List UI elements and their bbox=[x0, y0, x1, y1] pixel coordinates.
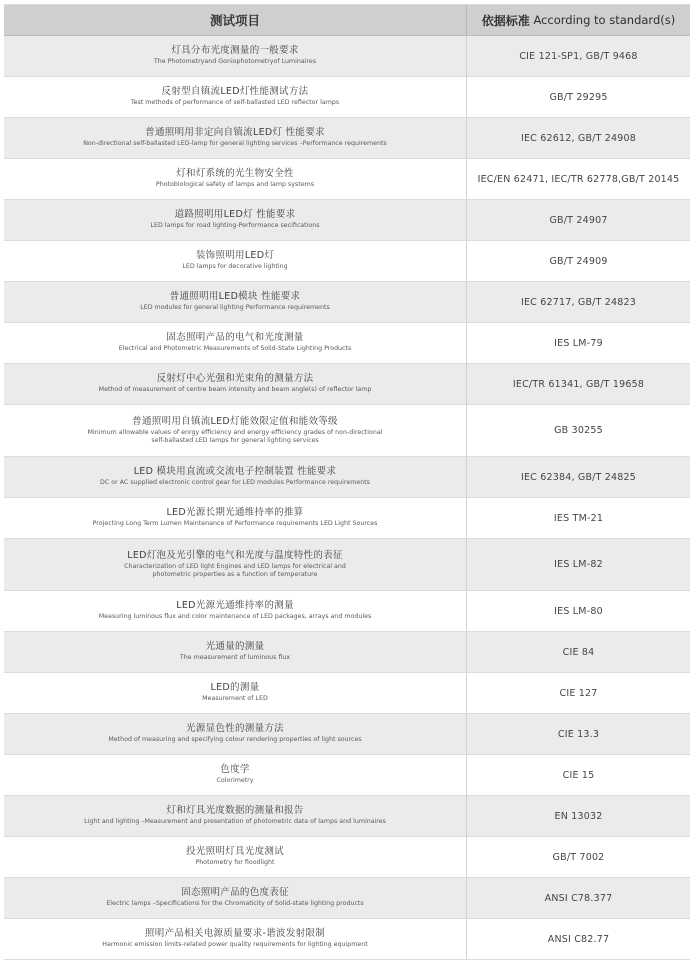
standard-cell bbox=[467, 457, 690, 497]
standard-value: CIE 121-SP1, GB/T 9468 bbox=[519, 50, 638, 62]
header-standard-cn: 依据标准 bbox=[481, 13, 530, 28]
test-item-cn: 普通照明用LED模块 性能要求 bbox=[169, 291, 301, 303]
table-header bbox=[4, 5, 690, 36]
test-item-cell bbox=[4, 673, 467, 713]
test-item-cell bbox=[4, 539, 467, 590]
table-row bbox=[4, 118, 690, 159]
standard-cell bbox=[467, 364, 690, 404]
test-item-cn: 投光照明灯具光度测试 bbox=[185, 846, 284, 858]
test-item-en: Measuring luminous flux and color maintenance of LED packages, arrays and modules bbox=[98, 613, 372, 621]
test-item-cn: 色度学 bbox=[220, 764, 250, 776]
test-item-cn: LED灯泡及光引擎的电气和光度与温度特性的表征 bbox=[127, 549, 343, 561]
standard-value: GB/T 24909 bbox=[549, 255, 608, 267]
standard-cell bbox=[467, 878, 690, 918]
test-item-en: Method of measurement of centre beam intensity and beam angle(s) of reflector lamp bbox=[98, 386, 372, 394]
standard-value: CIE 84 bbox=[562, 646, 595, 658]
standard-value: IEC 62717, GB/T 24823 bbox=[520, 296, 637, 308]
standard-cell bbox=[467, 673, 690, 713]
test-item-en: Test methods of performance of self-ballasted LED reflector lamps bbox=[130, 99, 340, 107]
test-item-en-line2: photometric properties as a function of temperature bbox=[152, 571, 318, 578]
test-item-cell bbox=[4, 36, 467, 76]
standard-cell bbox=[467, 755, 690, 795]
test-item-en: Photometry for floodlight bbox=[195, 859, 275, 867]
table-row bbox=[4, 498, 690, 539]
standard-value: CIE 127 bbox=[559, 687, 598, 699]
standard-cell bbox=[467, 714, 690, 754]
standard-value: IEC 62612, GB/T 24908 bbox=[520, 132, 637, 144]
table-row bbox=[4, 714, 690, 755]
standard-cell bbox=[467, 282, 690, 322]
test-item-cell bbox=[4, 282, 467, 322]
standard-cell bbox=[467, 591, 690, 631]
standard-value: IEC/TR 61341, GB/T 19658 bbox=[512, 378, 645, 390]
header-standard-en: According to standard(s) bbox=[533, 13, 676, 27]
standard-value: GB/T 24907 bbox=[549, 214, 608, 226]
table-row bbox=[4, 282, 690, 323]
standard-cell bbox=[467, 77, 690, 117]
standard-value: IEC/EN 62471, IEC/TR 62778,GB/T 20145 bbox=[477, 173, 680, 185]
test-item-cell bbox=[4, 77, 467, 117]
header-test-item bbox=[4, 5, 467, 35]
test-item-en: Method of measuring and specifying colour rendering properties of light sources bbox=[108, 736, 362, 744]
test-item-en-line2: self-ballasted LED lamps for general lighting services bbox=[151, 437, 319, 444]
standard-cell bbox=[467, 837, 690, 877]
standard-value: GB/T 29295 bbox=[549, 91, 608, 103]
test-item-cell bbox=[4, 591, 467, 631]
standard-value: CIE 15 bbox=[562, 769, 595, 781]
test-item-en: The Photometryand Goniophotometryof Luminaires bbox=[153, 58, 317, 66]
test-item-cn: 反射灯中心光强和光束角的测量方法 bbox=[156, 373, 314, 385]
test-item-cn: 普通照明用非定向自镇流LED灯 性能要求 bbox=[145, 127, 325, 139]
test-item-en: LED modules for general lighting Performance requirements bbox=[140, 304, 330, 312]
standard-value: ANSI C82.77 bbox=[547, 933, 610, 945]
test-item-cell bbox=[4, 714, 467, 754]
test-item-cn: 装饰照明用LED灯 bbox=[195, 250, 275, 262]
header-test-item-label: 测试项目 bbox=[209, 13, 260, 28]
table-row bbox=[4, 241, 690, 282]
test-item-cn: 照明产品相关电源质量要求-谐波发射限制 bbox=[144, 928, 326, 940]
table-row bbox=[4, 36, 690, 77]
header-standard bbox=[467, 5, 690, 35]
test-item-cn: 灯和灯系统的光生物安全性 bbox=[176, 168, 294, 180]
test-item-cn: 固态照明产品的色度表征 bbox=[181, 887, 289, 899]
standard-cell bbox=[467, 796, 690, 836]
standard-value: EN 13032 bbox=[554, 810, 603, 822]
table-row bbox=[4, 673, 690, 714]
standards-table bbox=[4, 4, 690, 960]
test-item-cn: 灯和灯具光度数据的测量和报告 bbox=[166, 805, 304, 817]
test-item-cell bbox=[4, 919, 467, 959]
test-item-en: Electrical and Photometric Measurements of Solid-State Lighting Products bbox=[118, 345, 352, 353]
test-item-cn: 固态照明产品的电气和光度测量 bbox=[166, 332, 304, 344]
standard-cell bbox=[467, 632, 690, 672]
test-item-cell bbox=[4, 118, 467, 158]
test-item-cell bbox=[4, 323, 467, 363]
test-item-en: Colorimetry bbox=[216, 777, 254, 785]
table-row bbox=[4, 200, 690, 241]
standard-value: IES LM-82 bbox=[554, 559, 603, 570]
table-row bbox=[4, 796, 690, 837]
test-item-en: DC or AC supplied electronic control gear for LED modules Performance requirements bbox=[100, 479, 370, 487]
table-body bbox=[4, 36, 690, 960]
standard-value: GB 30255 bbox=[554, 425, 603, 436]
table-row bbox=[4, 837, 690, 878]
standard-value: IES LM-79 bbox=[554, 337, 603, 349]
test-item-cell bbox=[4, 837, 467, 877]
test-item-en: Projecting Long Term Lumen Maintenance of Performance requirements LED Light Sources bbox=[92, 520, 378, 528]
table-row bbox=[4, 755, 690, 796]
test-item-cell bbox=[4, 364, 467, 404]
test-item-en: Harmonic emission limits-related power quality requirements for lighting equipment bbox=[102, 941, 368, 949]
test-item-cn: 道路照明用LED灯 性能要求 bbox=[174, 209, 296, 221]
test-item-cn: LED光源光通维持率的测量 bbox=[176, 600, 294, 612]
table-row bbox=[4, 364, 690, 405]
standard-cell bbox=[467, 241, 690, 281]
table-row bbox=[4, 159, 690, 200]
test-item-en: LED lamps for road lighting-Performance secifications bbox=[150, 222, 320, 230]
standard-value: IES LM-80 bbox=[554, 605, 603, 617]
table-row bbox=[4, 919, 690, 960]
standard-value: CIE 13.3 bbox=[557, 728, 600, 740]
table-row bbox=[4, 323, 690, 364]
standard-cell bbox=[467, 539, 690, 590]
standard-cell bbox=[467, 919, 690, 959]
test-item-cn: 光通量的测量 bbox=[205, 641, 265, 653]
test-item-en: Measurement of LED bbox=[202, 695, 268, 703]
test-item-en: Non-directional self-ballasted LED-lamp for general lighting services –Performance requirements bbox=[83, 140, 387, 148]
table-row bbox=[4, 457, 690, 498]
table-row bbox=[4, 405, 690, 457]
test-item-en: Photobiological safety of lamps and lamp systems bbox=[155, 181, 315, 189]
test-item-cell bbox=[4, 159, 467, 199]
standard-cell bbox=[467, 36, 690, 76]
table-row bbox=[4, 878, 690, 919]
standard-cell bbox=[467, 498, 690, 538]
test-item-cell bbox=[4, 457, 467, 497]
test-item-cell bbox=[4, 498, 467, 538]
test-item-cn: LED的测量 bbox=[210, 682, 260, 694]
standard-cell bbox=[467, 118, 690, 158]
test-item-en: Minimum allowable values of enrgy efficiency and energy efficiency grades of non-directional bbox=[87, 428, 383, 436]
table-row bbox=[4, 591, 690, 632]
test-item-cell bbox=[4, 755, 467, 795]
test-item-cn: 光源显色性的测量方法 bbox=[185, 723, 284, 735]
test-item-cell bbox=[4, 796, 467, 836]
standard-value: IES TM-21 bbox=[553, 512, 604, 524]
standard-value: IEC 62384, GB/T 24825 bbox=[520, 471, 637, 483]
standard-cell bbox=[467, 159, 690, 199]
standard-value: GB/T 7002 bbox=[552, 851, 605, 863]
test-item-cn: LED光源长期光通维持率的推算 bbox=[166, 507, 304, 519]
test-item-cell bbox=[4, 632, 467, 672]
standard-value: ANSI C78.377 bbox=[544, 892, 613, 904]
table-row bbox=[4, 77, 690, 118]
test-item-cn: 反射型自镇流LED灯性能测试方法 bbox=[161, 86, 309, 98]
table-row bbox=[4, 632, 690, 673]
standard-cell bbox=[467, 405, 690, 456]
test-item-en: The measurement of luminous flux bbox=[179, 654, 291, 662]
test-item-cell bbox=[4, 405, 467, 456]
test-item-en: LED lamps for decorative lighting bbox=[182, 263, 288, 271]
test-item-cell bbox=[4, 200, 467, 240]
test-item-cn: 普通照明用自镇流LED灯能效限定值和能效等级 bbox=[132, 415, 338, 427]
test-item-cn: LED 模块用直流或交流电子控制装置 性能要求 bbox=[133, 466, 337, 478]
test-item-cell bbox=[4, 241, 467, 281]
standard-cell bbox=[467, 323, 690, 363]
table-row bbox=[4, 539, 690, 591]
test-item-en: Light and lighting –Measurement and presentation of photometric data of lamps and luminaires bbox=[84, 818, 386, 826]
test-item-en: Electric lamps –Specifications for the Chromaticity of Solid-state lighting products bbox=[106, 900, 364, 908]
test-item-en: Characterization of LED light Engines and LED lamps for electrical and bbox=[124, 562, 346, 570]
test-item-cn: 灯具分布光度测量的一般要求 bbox=[171, 45, 299, 57]
standard-cell bbox=[467, 200, 690, 240]
test-item-cell bbox=[4, 878, 467, 918]
